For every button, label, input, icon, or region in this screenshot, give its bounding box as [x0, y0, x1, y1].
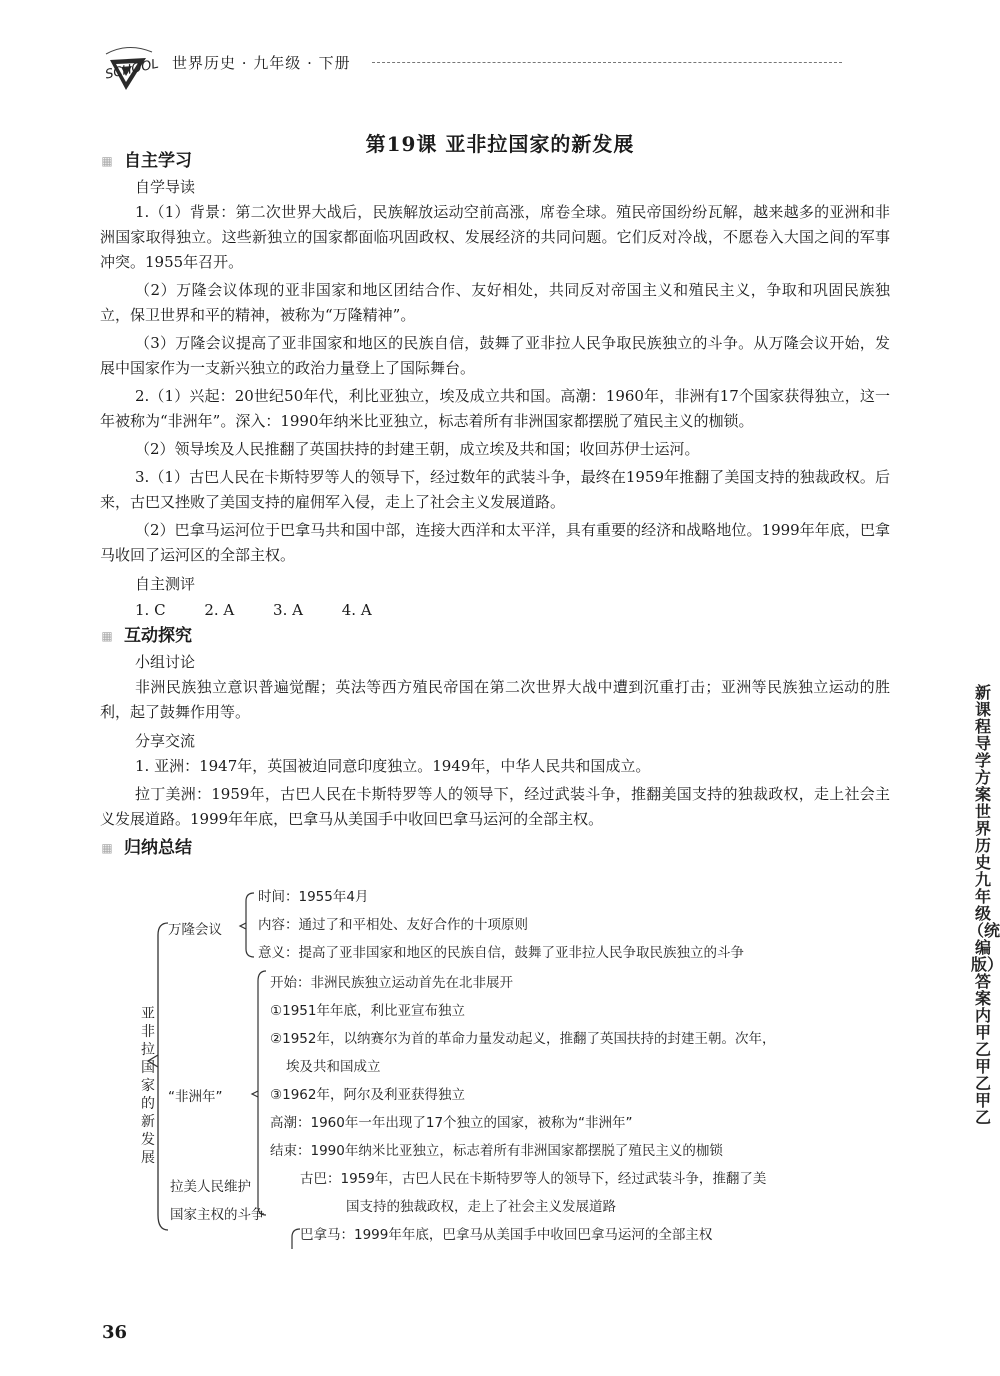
branch-item: 国支持的独裁政权，走上了社会主义发展道路 [346, 1199, 616, 1215]
paragraph: 3.（1）古巴人民在卡斯特罗等人的领导下，经过数年的武装斗争，最终在1959年推翻了美国支持的独裁政权。后来，古巴又挫败了美国支持的雇佣军入侵，走上了社会主义发展道路。 [100, 468, 890, 511]
section-title: 互动探究 [124, 626, 192, 646]
paragraph: （3）万隆会议提高了亚非国家和地区的民族自信，鼓舞了亚非拉人民争取民族独立的斗争。从万隆会议开始，发展中国家作为一支新兴独立的政治力量登上了国际舞台。 [100, 334, 890, 377]
summary-root-label: 亚非拉国家的新发展 [141, 1006, 155, 1166]
side-strip-text: 新课程导学方案世界历史九年级（统编版）答案内甲乙甲乙甲乙 [968, 683, 1000, 1127]
lesson-title: 第19课 亚非拉国家的新发展 [365, 132, 635, 156]
branch-item: 内容：通过了和平相处、友好合作的十项原则 [258, 917, 528, 933]
content [100, 148, 890, 861]
school-logo [96, 36, 160, 94]
answer-list [100, 597, 890, 623]
branch-item: 意义：提高了亚非国家和地区的民族自信，鼓舞了亚非拉人民争取民族独立的斗争 [258, 945, 744, 961]
section-marker-icon: ▦ [101, 154, 113, 168]
section-title: 自主学习 [124, 151, 192, 171]
section-title: 归纳总结 [124, 838, 192, 858]
sub-head-guide: 自学导读 [135, 178, 196, 196]
branch-item: ①1951年年底，利比亚宣布独立 [270, 1003, 465, 1019]
sub-head-share: 分享交流 [135, 732, 196, 750]
branch-item: 高潮：1960年一年出现了17个独立的国家，被称为“非洲年” [270, 1115, 633, 1131]
logo-text: SCHOOL [104, 56, 160, 83]
branch-item: 古巴：1959年，古巴人民在卡斯特罗等人的领导下，经过武装斗争，推翻了美 [300, 1171, 767, 1187]
paragraph: 2.（1）兴起：20世纪50年代，利比亚独立，埃及成立共和国。高潮：1960年，非洲有17个国家获得独立，这一年被称为“非洲年”。深入：1990年纳米比亚独立，标志着所有非洲国家都摆脱了殖民主义的枷锁。 [100, 387, 890, 430]
answer-item: 1. C [135, 601, 166, 619]
paragraph: 拉丁美洲：1959年，古巴人民在卡斯特罗等人的领导下，经过武装斗争，推翻美国支持的独裁政权，走上社会主义发展道路。1999年年底，巴拿马从美国手中收回巴拿马运河的全部主权。 [100, 785, 890, 828]
header-divider [372, 62, 842, 63]
header-title: 世界历史 · 九年级 · 下册 [172, 54, 351, 72]
sub-head-discussion: 小组讨论 [135, 653, 196, 671]
paragraph: （2）领导埃及人民推翻了英国扶持的封建王朝，成立埃及共和国；收回苏伊士运河。 [135, 440, 700, 458]
branch-item: 开始：非洲民族独立运动首先在北非展开 [270, 975, 513, 991]
summary-diagram [136, 885, 896, 1255]
section-summary [100, 835, 890, 861]
paragraph: 1.（1）背景：第二次世界大战后，民族解放运动空前高涨，席卷全球。殖民帝国纷纷瓦解，越来越多的亚洲和非洲国家取得独立。这些新独立的国家都面临巩固政权、发展经济的共同问题。它们反对冷战，不愿卷入大国之间的军事冲突。1955年召开。 [100, 203, 890, 271]
branch-label-bandung: 万隆会议 [168, 922, 222, 938]
branch-item: 埃及共和国成立 [286, 1059, 381, 1075]
paragraph: （2）巴拿马运河位于巴拿马共和国中部，连接大西洋和太平洋，具有重要的经济和战略地位。1999年年底，巴拿马收回了运河区的全部主权。 [100, 521, 890, 564]
branch-item: 结束：1990年纳米比亚独立，标志着所有非洲国家都摆脱了殖民主义的枷锁 [270, 1143, 723, 1159]
answer-item: 3. A [273, 601, 303, 619]
branch-item: ②1952年，以纳赛尔为首的革命力量发动起义，推翻了英国扶持的封建王朝。次年， [270, 1031, 776, 1047]
answer-item: 4. A [341, 601, 372, 619]
sub-head-test: 自主测评 [135, 575, 196, 593]
section-marker-icon: ▦ [101, 629, 113, 643]
branch-label-africa-year: “非洲年” [168, 1089, 223, 1105]
branch-item: 时间：1955年4月 [258, 889, 369, 905]
section-self-study [100, 148, 890, 174]
paragraph: 非洲民族独立意识普遍觉醒；英法等西方殖民帝国在第二次世界大战中遭到沉重打击；亚洲等民族独立运动的胜利，起了鼓舞作用等。 [100, 678, 890, 721]
branch-label-latam: 国家主权的斗争 [170, 1207, 265, 1223]
branch-item: 巴拿马：1999年年底，巴拿马从美国手中收回巴拿马运河的全部主权 [300, 1227, 713, 1243]
section-interactive [100, 623, 890, 649]
branch-item: ③1962年，阿尔及利亚获得独立 [270, 1087, 465, 1103]
branch-label-latam: 拉美人民维护 [170, 1179, 251, 1195]
answer-item: 2. A [204, 601, 235, 619]
section-marker-icon: ▦ [101, 841, 113, 855]
page-number: 36 [102, 1322, 128, 1343]
paragraph: 1. 亚洲：1947年，英国被迫同意印度独立。1949年，中华人民共和国成立。 [135, 757, 651, 775]
paragraph: （2）万隆会议体现的亚非国家和地区团结合作、友好相处，共同反对帝国主义和殖民主义，争取和巩固民族独立，保卫世界和平的精神，被称为“万隆精神”。 [100, 281, 890, 324]
